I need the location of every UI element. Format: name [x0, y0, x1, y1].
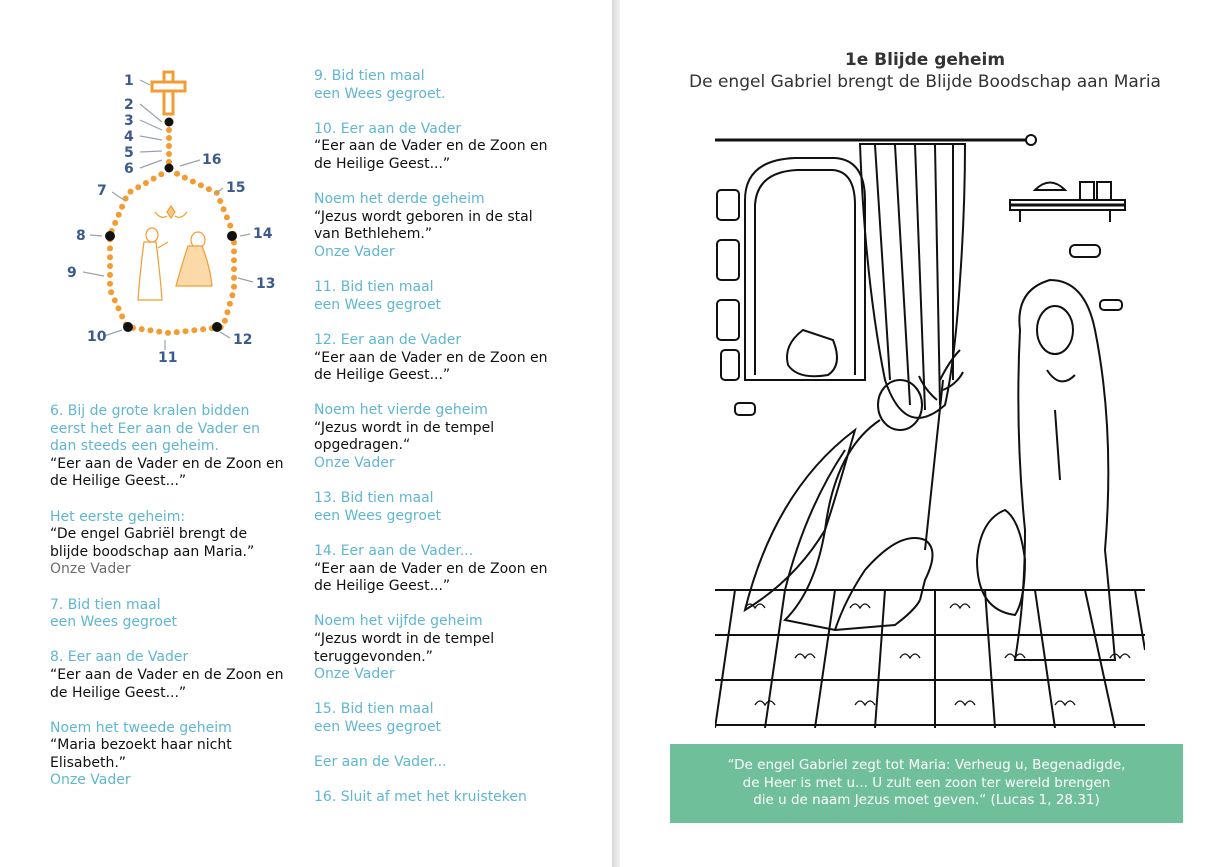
small-bead	[107, 272, 113, 278]
prayer-glory-be: “Eer aan de Vader en de Zoon en	[314, 138, 548, 155]
prayer-glory-be: de Heilige Geest...”	[50, 684, 187, 701]
small-bead	[116, 305, 122, 311]
left-page	[0, 0, 612, 867]
rosary-label: 9	[67, 265, 77, 281]
small-bead	[222, 318, 228, 324]
small-bead	[206, 186, 212, 192]
small-bead	[227, 301, 233, 307]
small-bead	[183, 328, 189, 334]
step-7	[50, 597, 305, 632]
step-8	[50, 649, 305, 702]
small-bead	[174, 171, 180, 177]
small-bead	[224, 214, 230, 220]
our-father: Onze Vader	[50, 561, 131, 578]
rosary-loop	[107, 171, 237, 336]
instructions-column-1	[50, 403, 305, 808]
small-bead	[156, 329, 162, 335]
mystery-5-text: teruggevonden.”	[314, 648, 433, 665]
rosary-diagram	[40, 60, 300, 380]
arrow-icon	[140, 104, 162, 122]
small-bead	[135, 184, 141, 190]
step-13-text: 13. Bid tien maal	[314, 490, 434, 507]
small-bead	[107, 281, 113, 287]
scripture-quote-box	[670, 744, 1183, 823]
small-bead	[107, 254, 113, 260]
arrow-icon	[112, 192, 124, 200]
arrow-icon	[83, 272, 104, 276]
step-15-text: 15. Bid tien maal	[314, 701, 434, 718]
mystery-4-text: opgedragen.“	[314, 437, 411, 454]
mystery-2-text: “Maria bezoekt haar nicht	[50, 737, 232, 754]
rosary-label: 1	[124, 73, 134, 89]
step-15	[314, 701, 589, 736]
our-father: Onze Vader	[314, 666, 395, 683]
arrow-icon	[240, 234, 250, 236]
step-9-text: een Wees gegroet.	[314, 85, 446, 102]
arrow-icon	[140, 160, 162, 168]
step-7-text: 7. Bid tien maal	[50, 596, 161, 613]
mystery-5-heading: Noem het vijfde geheim	[314, 613, 483, 630]
prayer-glory-be: de Heilige Geest...”	[314, 578, 451, 595]
prayer-glory-be: de Heilige Geest...”	[50, 473, 187, 490]
step-7-text: een Wees gegroet	[50, 614, 178, 631]
small-bead	[231, 266, 237, 272]
mystery-1-text: blijde boodschap aan Maria.”	[50, 543, 255, 560]
small-bead	[224, 309, 230, 315]
small-bead	[165, 330, 171, 336]
step-15-text: een Wees gegroet	[314, 718, 442, 735]
small-bead	[182, 175, 188, 181]
quote-line: de Heer is met u... U zult een zoon ter wereld brengen	[742, 774, 1111, 791]
rosary-label: 7	[97, 183, 107, 199]
small-bead	[190, 179, 196, 185]
prayer-glory-be: “Eer aan de Vader en de Zoon en	[314, 349, 548, 366]
step-14	[314, 543, 589, 596]
small-bead	[200, 326, 206, 332]
step-12	[314, 332, 589, 385]
prayer-glory-be: “Eer aan de Vader en de Zoon en	[50, 455, 284, 472]
mystery-2-text: Elisabeth.”	[50, 754, 127, 771]
prayer-glory-be: “Eer aan de Vader en de Zoon en	[314, 560, 548, 577]
small-bead	[166, 135, 172, 141]
rosary-label: 8	[76, 228, 86, 244]
step-9-text: 9. Bid tien maal	[314, 68, 425, 84]
small-bead	[231, 248, 237, 254]
arrow-icon	[104, 330, 122, 336]
right-page	[620, 0, 1230, 867]
mystery-4	[314, 402, 589, 472]
small-bead	[108, 289, 114, 295]
small-bead	[198, 182, 204, 188]
step-6-text: eerst het Eer aan de Vader en	[50, 420, 260, 437]
glory-be-heading: Eer aan de Vader...	[314, 754, 447, 771]
small-bead	[166, 143, 172, 149]
step-8-heading: 8. Eer aan de Vader	[50, 649, 189, 666]
step-6	[50, 403, 305, 491]
prayer-glory-be: de Heilige Geest...”	[314, 155, 451, 172]
small-bead	[229, 292, 235, 298]
quote-line: “De engel Gabriel zegt tot Maria: Verheug u, Begenadigde,	[727, 757, 1126, 774]
step-11-text: een Wees gegroet	[314, 296, 442, 313]
mystery-3-text: van Bethlehem.”	[314, 226, 433, 243]
mystery-1	[50, 509, 305, 579]
step-6-text: 6. Bij de grote kralen bidden	[50, 403, 250, 419]
step-11-text: 11. Bid tien maal	[314, 279, 434, 296]
mystery-header	[670, 49, 1180, 93]
mystery-2-heading: Noem het tweede geheim	[50, 719, 232, 736]
arrow-icon	[140, 120, 162, 130]
small-bead	[217, 198, 223, 204]
our-father: Onze Vader	[314, 243, 395, 260]
mystery-3	[314, 191, 589, 261]
arrow-icon	[140, 80, 150, 85]
small-bead	[151, 176, 157, 182]
mystery-5	[314, 613, 589, 683]
arrow-icon	[140, 151, 162, 152]
rosary-label: 2	[124, 97, 134, 113]
arrow-icon	[238, 278, 253, 282]
rosary-label: 11	[158, 350, 178, 366]
mystery-5-text: “Jezus wordt in de tempel	[314, 631, 495, 647]
page-title: 1e Blijde geheim	[844, 50, 1006, 70]
step-11	[314, 279, 589, 314]
mystery-1-text: “De engel Gabriël brengt de	[50, 526, 248, 543]
small-bead	[119, 313, 125, 319]
step-12-heading: 12. Eer aan de Vader	[314, 331, 462, 348]
annunciation-illustration	[715, 130, 1145, 728]
mystery-3-text: “Jezus wordt geboren in de stal	[314, 208, 533, 225]
step-9	[314, 68, 589, 103]
prayer-glory-be: de Heilige Geest...”	[314, 367, 451, 384]
rosary-label: 16	[202, 152, 222, 168]
step-14-heading: 14. Eer aan de Vader...	[314, 543, 474, 560]
small-bead	[123, 196, 129, 202]
mystery-2	[50, 720, 305, 790]
step-10-heading: 10. Eer aan de Vader	[314, 120, 462, 137]
quote-line: die u de naam Jezus moet geven.“ (Lucas 1, 28.31)	[753, 792, 1100, 809]
small-bead	[116, 212, 122, 218]
mystery-4-text: “Jezus wordt in de tempel	[314, 419, 495, 436]
small-bead	[231, 284, 237, 290]
step-6-text: dan steeds een geheim.	[50, 438, 219, 455]
small-bead	[143, 180, 149, 186]
small-bead	[231, 275, 237, 281]
small-bead	[221, 206, 227, 212]
small-bead	[166, 151, 172, 157]
small-bead	[139, 326, 145, 332]
small-bead	[107, 245, 113, 251]
annunciation-mini-icon	[138, 206, 212, 300]
rosary-label: 6	[124, 161, 134, 177]
rosary-label: 13	[256, 276, 276, 292]
rosary-label: 5	[124, 145, 134, 161]
step-13-text: een Wees gegroet	[314, 507, 442, 524]
rosary-labels	[67, 73, 275, 366]
step-16-text: 16. Sluit af met het kruisteken	[314, 789, 527, 806]
small-bead	[227, 223, 233, 229]
small-bead	[191, 327, 197, 333]
step-10	[314, 121, 589, 174]
arrow-icon	[220, 332, 230, 338]
rosary-stem	[166, 127, 172, 165]
small-bead	[112, 220, 118, 226]
small-bead	[166, 127, 172, 133]
instructions-column-2	[314, 68, 589, 825]
mystery-3-heading: Noem het derde geheim	[314, 191, 485, 208]
small-bead	[119, 204, 125, 210]
mystery-4-heading: Noem het vierde geheim	[314, 402, 488, 419]
step-15b	[314, 754, 589, 772]
step-16	[314, 789, 589, 807]
our-father: Onze Vader	[50, 772, 131, 789]
small-bead	[174, 329, 180, 335]
rosary-label: 14	[253, 226, 273, 242]
book-gutter	[612, 0, 620, 867]
cross-icon	[152, 72, 185, 114]
small-bead	[231, 257, 237, 263]
small-bead	[158, 171, 164, 177]
step-13	[314, 490, 589, 525]
small-bead	[148, 327, 154, 333]
page-subtitle: De engel Gabriel brengt de Blijde Boodschap aan Maria	[689, 72, 1161, 92]
small-bead	[112, 297, 118, 303]
mystery-1-heading: Het eerste geheim:	[50, 508, 186, 525]
arrow-icon	[90, 235, 102, 236]
rosary-label: 4	[124, 129, 134, 145]
rosary-label: 12	[233, 332, 253, 348]
rosary-label: 15	[226, 180, 246, 196]
small-bead	[128, 189, 134, 195]
our-father: Onze Vader	[314, 455, 395, 472]
arrow-icon	[140, 136, 162, 140]
arrow-icon	[180, 160, 200, 166]
prayer-glory-be: “Eer aan de Vader en de Zoon en	[50, 666, 284, 683]
rosary-label: 3	[124, 113, 134, 129]
small-bead	[107, 263, 113, 269]
rosary-label: 10	[87, 329, 107, 345]
